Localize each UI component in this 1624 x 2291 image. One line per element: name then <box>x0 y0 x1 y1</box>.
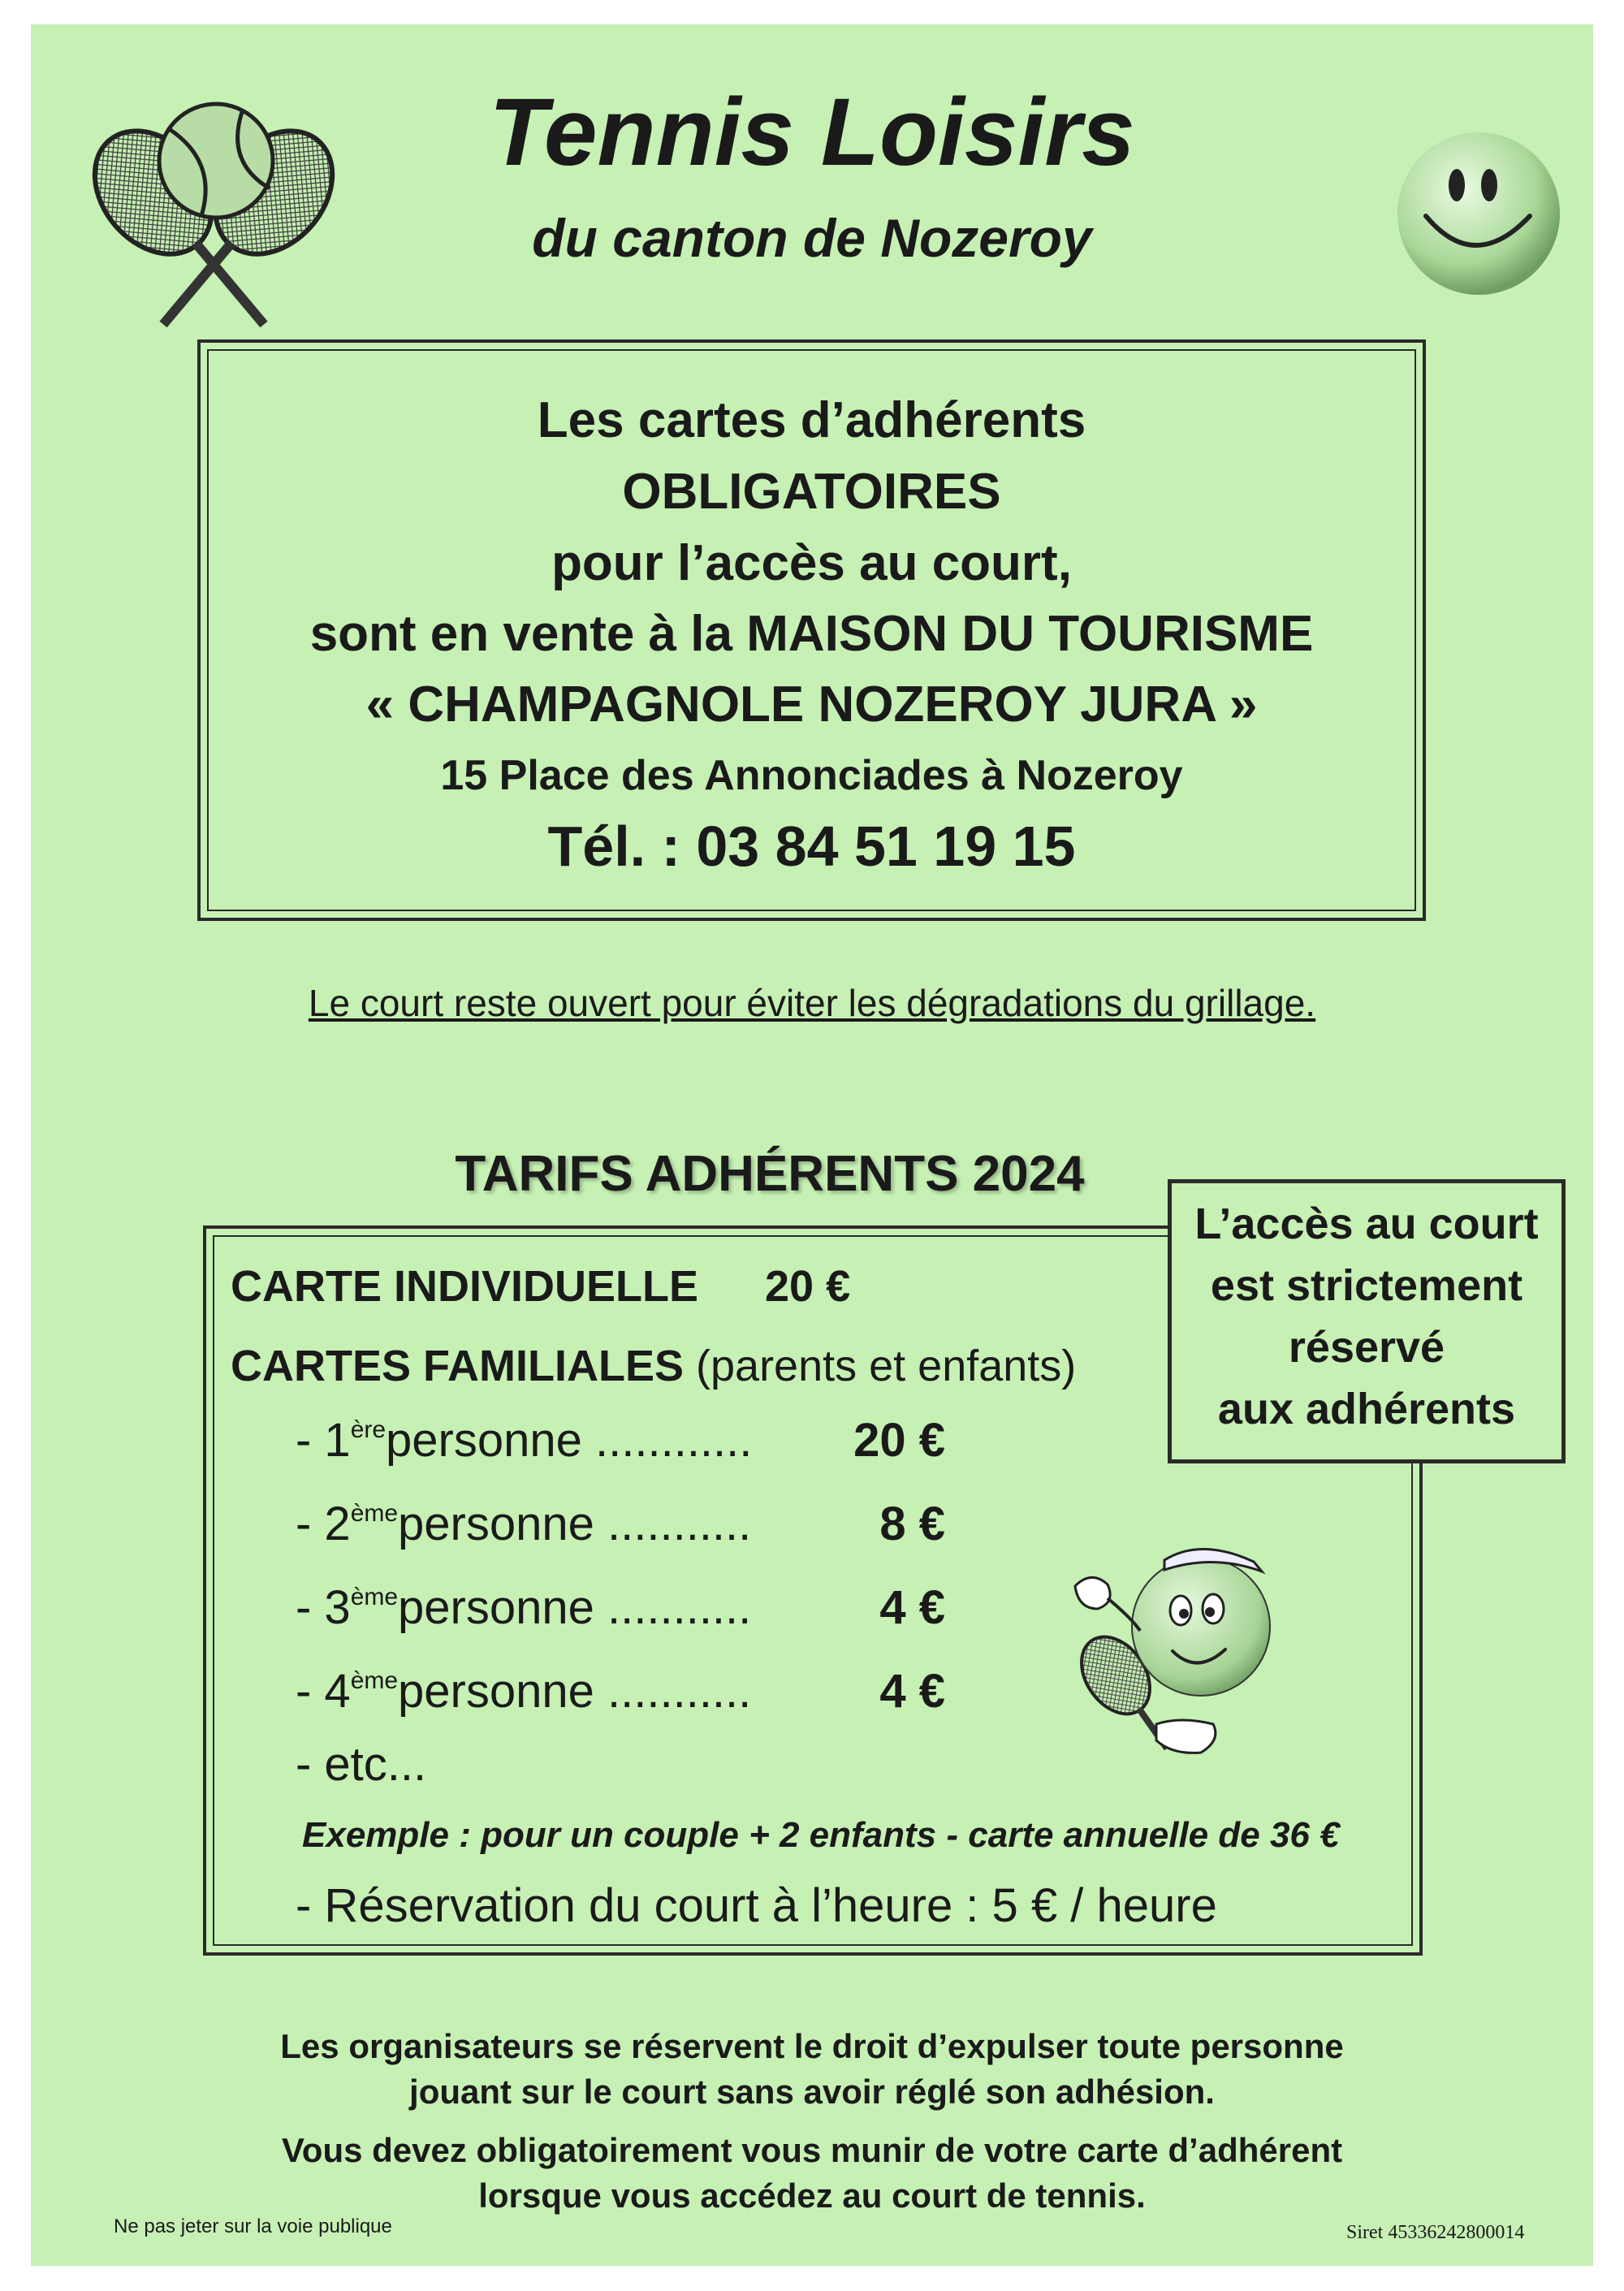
page-subtitle: du canton de Nozeroy <box>532 208 1092 268</box>
example-line: Exemple : pour un couple + 2 enfants - carte annuelle de 36 € <box>302 1815 1340 1855</box>
info-line-sale: sont en vente à la MAISON DU TOURISME <box>309 606 1314 662</box>
person-rank-suffix: ème <box>350 1667 399 1694</box>
individual-card-label: CARTE INDIVIDUELLE <box>231 1262 699 1311</box>
person-rank-suffix: ème <box>350 1584 399 1610</box>
person-rank: - 2 <box>296 1498 351 1550</box>
family-cards-note: (parents et enfants) <box>696 1342 1077 1390</box>
expulsion-warning <box>31 2024 1593 2115</box>
access-line2: est strictement <box>1210 1261 1523 1310</box>
reminder-line2: lorsque vous accédez au court de tennis. <box>478 2176 1146 2215</box>
person-price: 8 € <box>879 1498 945 1550</box>
family-cards-row <box>231 1341 1076 1391</box>
individual-card-row <box>231 1261 851 1312</box>
person-price: 4 € <box>879 1581 945 1634</box>
person-rank-suffix: ère <box>350 1416 387 1443</box>
person-rank-suffix: ème <box>350 1500 399 1527</box>
notice-text: Le court reste ouvert pour éviter les dégradations du grillage. <box>308 982 1316 1024</box>
person-label: personne ........... <box>398 1665 752 1718</box>
info-phone: Tél. : 03 84 51 19 15 <box>547 815 1076 878</box>
tennis-ball-mascot-icon <box>1059 1521 1302 1789</box>
person-price: 20 € <box>853 1414 945 1467</box>
flyer-sheet <box>31 24 1593 2266</box>
person-label: personne ............ <box>386 1414 753 1467</box>
person-label: personne ........... <box>398 1498 752 1550</box>
court-open-notice <box>31 981 1593 1025</box>
warning-line2: jouant sur le court sans avoir réglé son adhésion. <box>409 2073 1215 2111</box>
info-address: 15 Place des Annonciades à Nozeroy <box>440 752 1183 799</box>
litter-notice: Ne pas jeter sur la voie publique <box>114 2215 392 2237</box>
access-line1: L’accès au court <box>1194 1200 1539 1248</box>
access-line4: aux adhérents <box>1217 1385 1516 1433</box>
info-line-mandatory: OBLIGATOIRES <box>622 464 1001 520</box>
etc-line: - etc... <box>296 1738 427 1791</box>
reservation-line: - Réservation du court à l’heure : 5 € / heure <box>296 1879 1217 1932</box>
members-only-box <box>1168 1179 1566 1463</box>
person-label: personne ........... <box>398 1581 752 1634</box>
info-line-office: « CHAMPAGNOLE NOZEROY JURA » <box>365 676 1258 733</box>
tarifs-heading: TARIFS ADHÉRENTS 2024 <box>455 1146 1085 1202</box>
reminder-line1: Vous devez obligatoirement vous munir de votre carte d’adhérent <box>281 2131 1343 2169</box>
individual-card-price: 20 € <box>765 1262 851 1311</box>
person-rank: - 4 <box>296 1665 351 1718</box>
membership-info-box <box>197 339 1426 921</box>
info-line-access: pour l’accès au court, <box>551 535 1072 591</box>
page-title: Tennis Loisirs <box>489 79 1135 186</box>
access-line3: réservé <box>1288 1323 1445 1372</box>
info-line-cards: Les cartes d’adhérents <box>537 392 1086 448</box>
person-rank: - 1 <box>296 1414 351 1467</box>
smiley-face-icon <box>1385 120 1572 307</box>
warning-line1: Les organisateurs se réservent le droit d’expulser toute personne <box>280 2027 1344 2065</box>
person-rank: - 3 <box>296 1581 351 1634</box>
siret-number: Siret 45336242800014 <box>1346 2222 1525 2243</box>
person-price: 4 € <box>879 1665 945 1718</box>
family-cards-label: CARTES FAMILIALES <box>231 1342 685 1390</box>
card-reminder <box>31 2128 1593 2219</box>
